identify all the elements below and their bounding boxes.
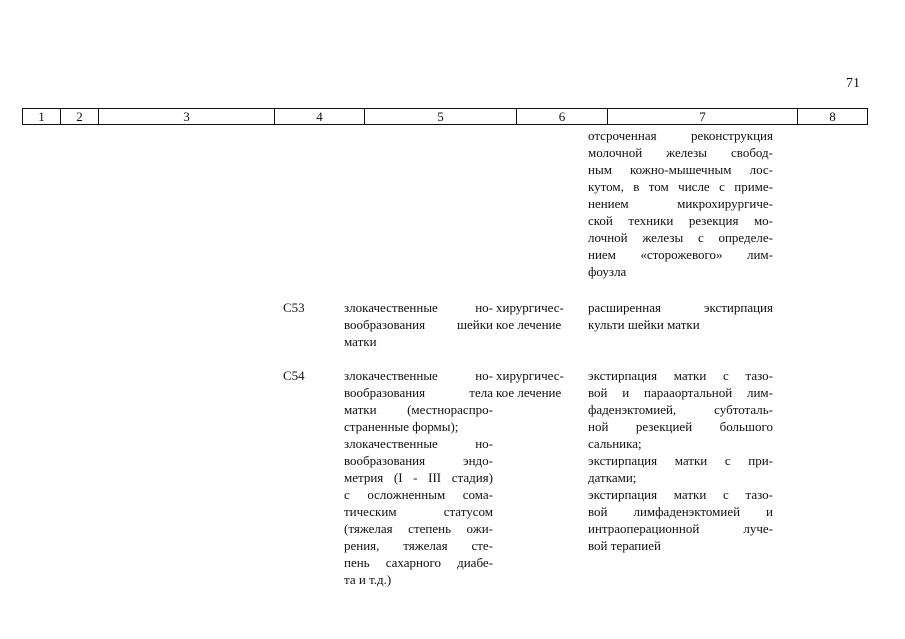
- diagnosis-line: тическим статусом: [344, 504, 493, 519]
- diagnosis-line: злокачественные но-: [344, 436, 493, 451]
- diagnosis-line: матки: [344, 334, 377, 349]
- diagnosis-line: с осложненным сома-: [344, 487, 493, 502]
- method-line: лочной железы с определе-: [588, 230, 773, 245]
- method-line: экстирпация матки с тазо-: [588, 487, 773, 502]
- treatment-type-line: кое лечение: [496, 317, 562, 332]
- column-number-8: 8: [798, 109, 868, 125]
- method-line: ным кожно-мышечным лос-: [588, 162, 773, 177]
- diagnosis-line: страненные формы);: [344, 419, 459, 434]
- method-line: расширенная экстирпация: [588, 300, 773, 315]
- diagnosis-line: вообразования шейки: [344, 317, 493, 332]
- page-number: 71: [846, 76, 860, 91]
- diagnosis-line: та и т.д.): [344, 572, 392, 587]
- diagnosis-line: пень сахарного диабе-: [344, 555, 493, 570]
- column-number-2: 2: [61, 109, 99, 125]
- treatment-type-line: кое лечение: [496, 385, 562, 400]
- method-line: интраоперационной луче-: [588, 521, 773, 536]
- diagnosis-line: злокачественные но-: [344, 368, 493, 383]
- row-3-method: [588, 367, 773, 554]
- row-2-diagnosis: [344, 299, 493, 350]
- column-number-1: 1: [23, 109, 61, 125]
- method-line: культи шейки матки: [588, 317, 700, 332]
- diagnosis-line: вообразования эндо-: [344, 453, 493, 468]
- method-line: ской техники резекция мо-: [588, 213, 773, 228]
- method-line: отсроченная реконструкция: [588, 128, 773, 143]
- diagnosis-line: метрия (I - III стадия): [344, 470, 493, 485]
- method-line: экстирпация матки с при-: [588, 453, 773, 468]
- treatment-type-line: хирургичес-: [496, 368, 564, 383]
- row-3-treatment-type: [496, 367, 576, 401]
- treatment-type-line: хирургичес-: [496, 300, 564, 315]
- diagnosis-line: вообразования тела: [344, 385, 493, 400]
- row-2-treatment-type: [496, 299, 576, 333]
- row-3-diagnosis: [344, 367, 493, 588]
- column-number-header: [22, 108, 868, 125]
- row-2-code: C53: [283, 300, 305, 315]
- column-number-5: 5: [365, 109, 517, 125]
- method-line: фоузла: [588, 264, 627, 279]
- diagnosis-line: рения, тяжелая сте-: [344, 538, 493, 553]
- row-2-method: [588, 299, 773, 333]
- column-number-3: 3: [99, 109, 275, 125]
- column-number-4: 4: [275, 109, 365, 125]
- method-line: молочной железы свобод-: [588, 145, 773, 160]
- diagnosis-line: (тяжелая степень ожи-: [344, 521, 493, 536]
- method-line: нением микрохирургиче-: [588, 196, 773, 211]
- method-line: датками;: [588, 470, 637, 485]
- method-line: вой терапией: [588, 538, 661, 553]
- row-3-code: C54: [283, 368, 305, 383]
- diagnosis-line: злокачественные но-: [344, 300, 493, 315]
- method-line: вой лимфаденэктомией и: [588, 504, 773, 519]
- method-line: ной резекцией большого: [588, 419, 773, 434]
- column-number-6: 6: [517, 109, 608, 125]
- diagnosis-line: матки (местнораспро-: [344, 402, 493, 417]
- column-number-7: 7: [608, 109, 798, 125]
- method-line: кутом, в том числе с приме-: [588, 179, 773, 194]
- method-line: нием «сторожевого» лим-: [588, 247, 773, 262]
- method-line: сальника;: [588, 436, 642, 451]
- method-line: экстирпация матки с тазо-: [588, 368, 773, 383]
- method-line: вой и парааортальной лим-: [588, 385, 773, 400]
- row-1-method: [588, 127, 773, 280]
- method-line: фаденэктомией, субтоталь-: [588, 402, 773, 417]
